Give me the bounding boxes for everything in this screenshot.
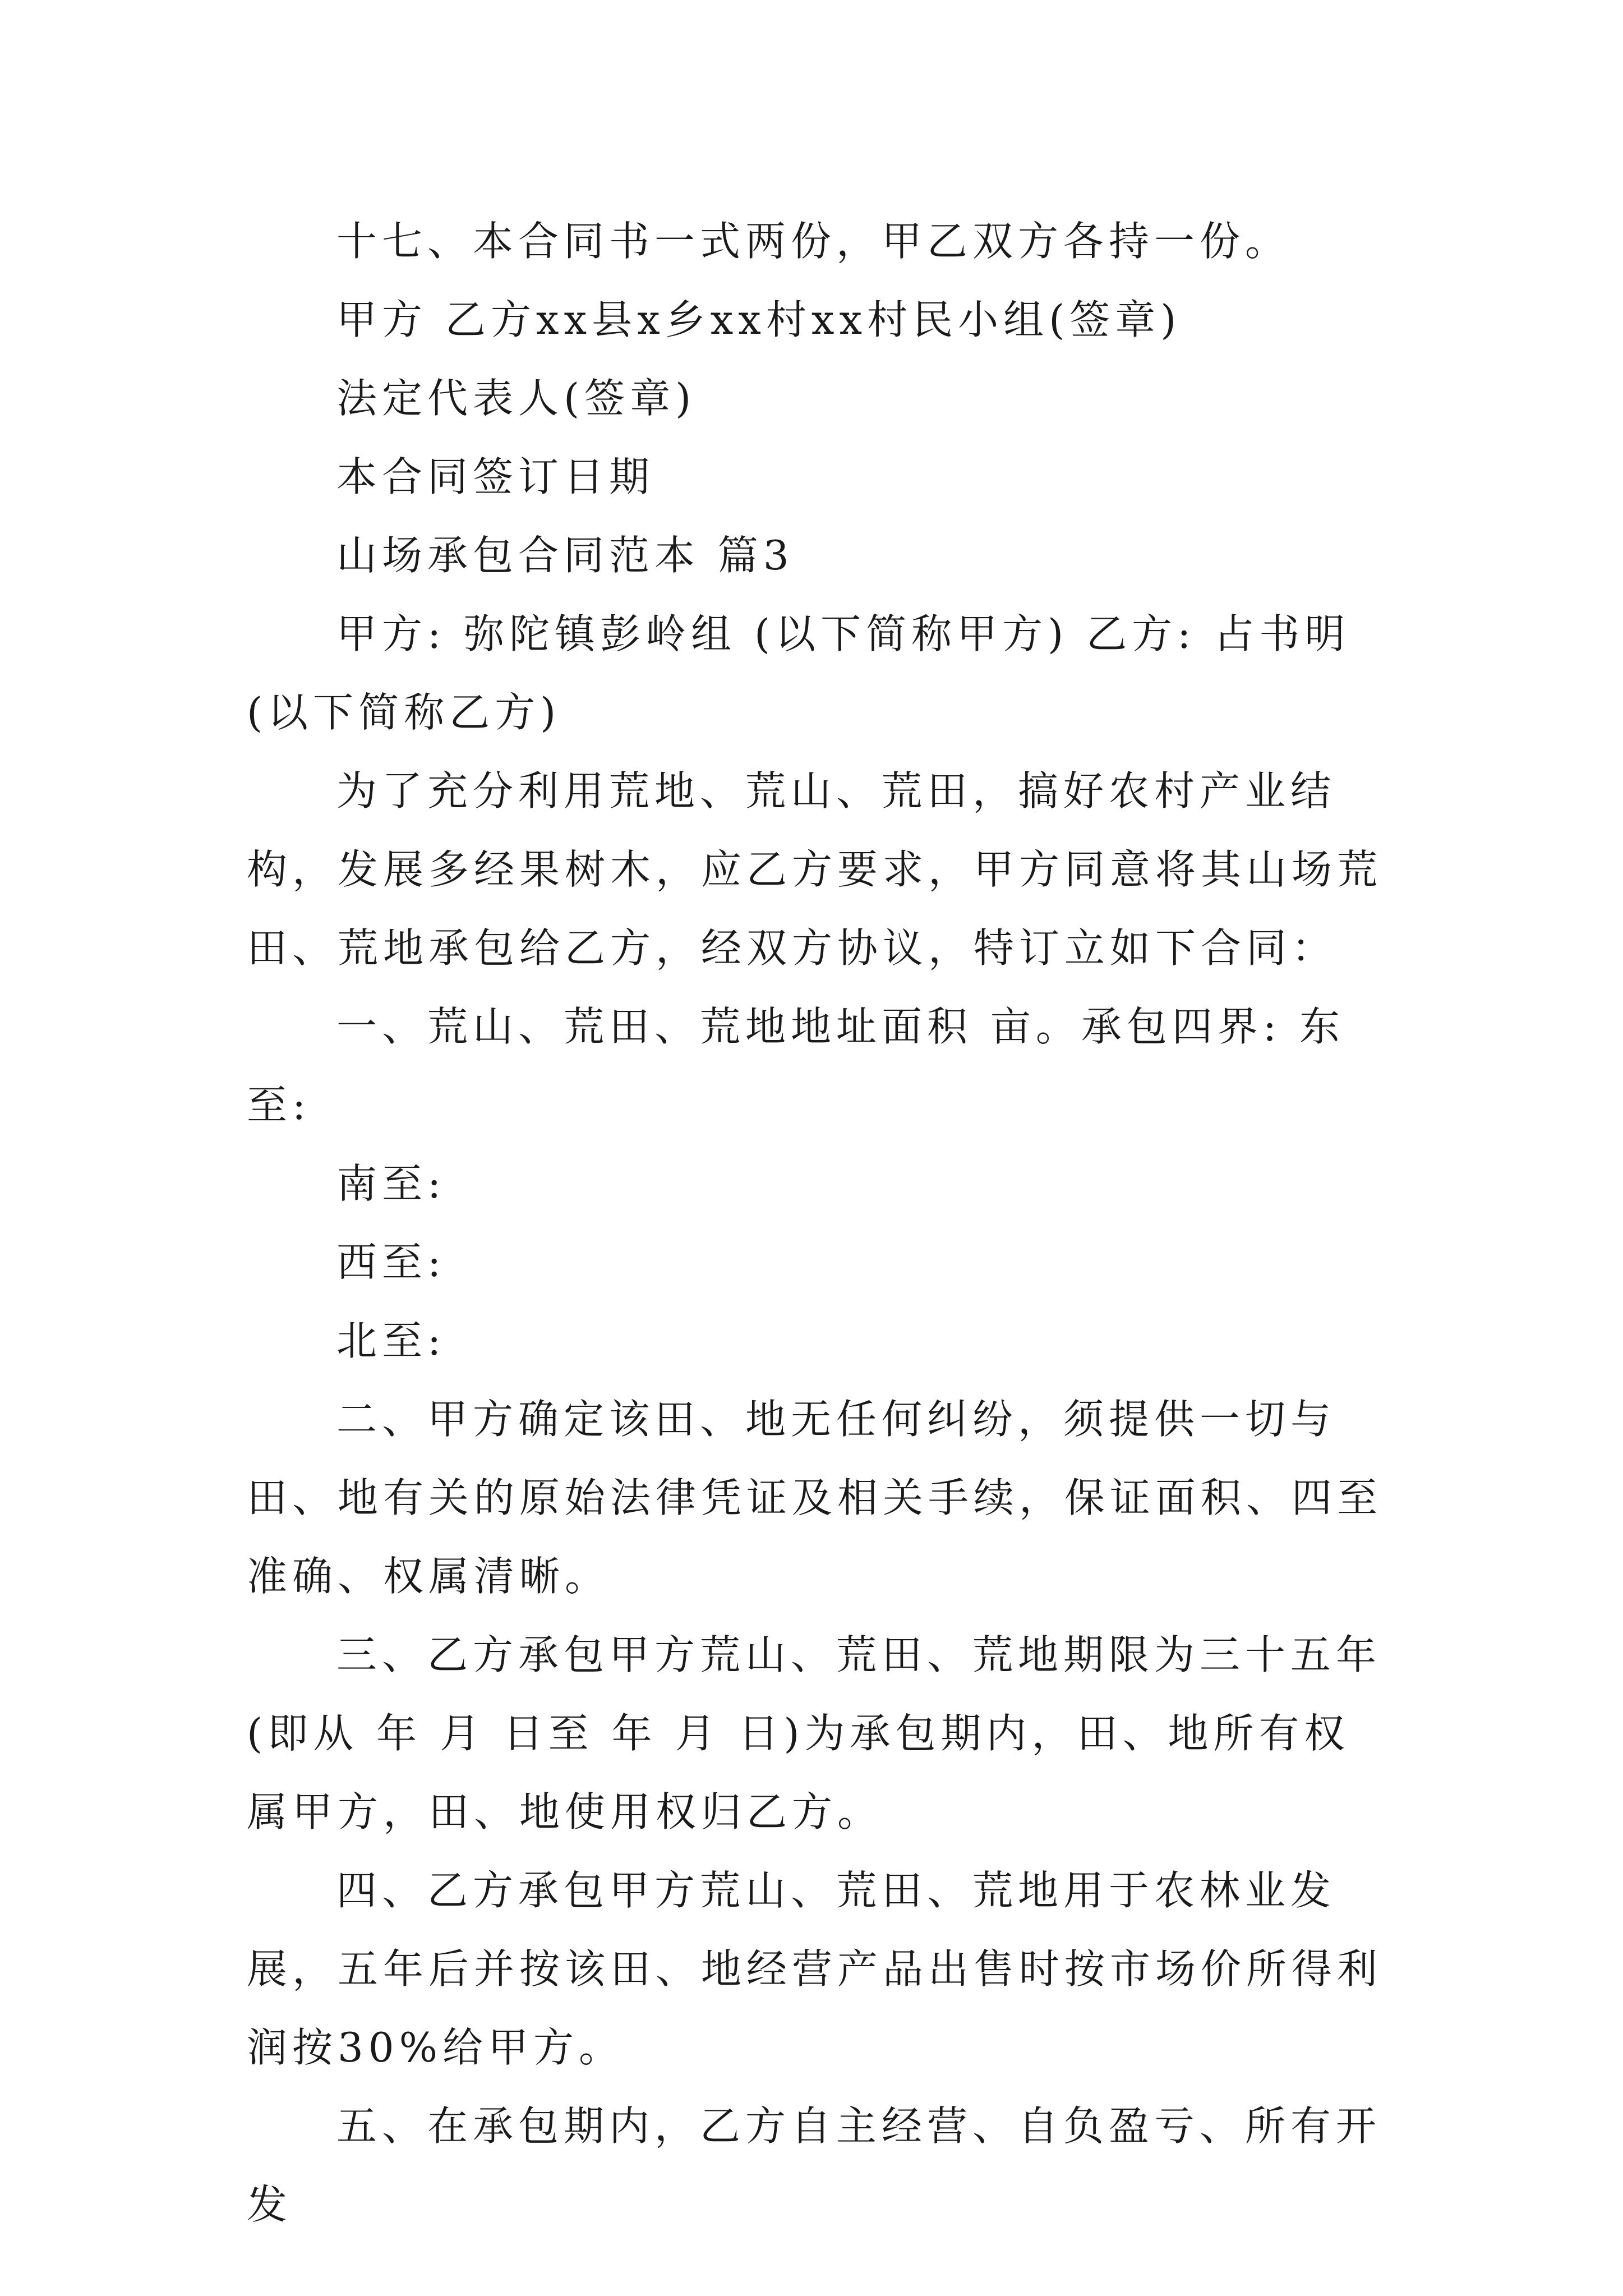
preamble-paragraph: 为了充分利用荒地、荒山、荒田，搞好农村产业结构，发展多经果树木，应乙方要求，甲方同意将其山场荒田、荒地承包给乙方，经双方协议，特订立如下合同： xyxy=(247,767,1383,972)
clause-17: 十七、本合同书一式两份，甲乙双方各持一份。 xyxy=(336,218,1291,265)
clause-3: 三、乙方承包甲方荒山、荒田、荒地期限为三十五年(即从 年 月 日至 年 月 日)为承包期内，田、地所有权属甲方，田、地使用权归乙方。 xyxy=(247,1631,1382,1835)
boundary-west: 西至: xyxy=(336,1239,446,1286)
section-heading: 山场承包合同范本 篇3 xyxy=(336,532,794,579)
signing-date-line: 本合同签订日期 xyxy=(336,453,655,500)
boundary-south: 南至: xyxy=(336,1160,446,1207)
document-body xyxy=(247,202,1391,2244)
clause-5: 五、在承包期内，乙方自主经营、自负盈亏、所有开发 xyxy=(247,2102,1382,2228)
signature-parties-line: 甲方 乙方xx县x乡xx村xx村民小组(签章) xyxy=(336,296,1182,343)
clause-1: 一、荒山、荒田、荒地地址面积 亩。承包四界: 东至: xyxy=(247,1003,1345,1129)
legal-representative-line: 法定代表人(签章) xyxy=(336,375,697,422)
boundary-north: 北至: xyxy=(336,1317,446,1364)
parties-line: 甲方: 弥陀镇彭岭组 (以下简称甲方) 乙方: 占书明 (以下简称乙方) xyxy=(247,610,1350,736)
clause-4: 四、乙方承包甲方荒山、荒田、荒地用于农林业发展，五年后并按该田、地经营产品出售时按市场价所得利润按30%给甲方。 xyxy=(247,1867,1383,2071)
clause-2: 二、甲方确定该田、地无任何纠纷，须提供一切与田、地有关的原始法律凭证及相关手续，保证面积、四至准确、权属清晰。 xyxy=(247,1396,1383,1600)
